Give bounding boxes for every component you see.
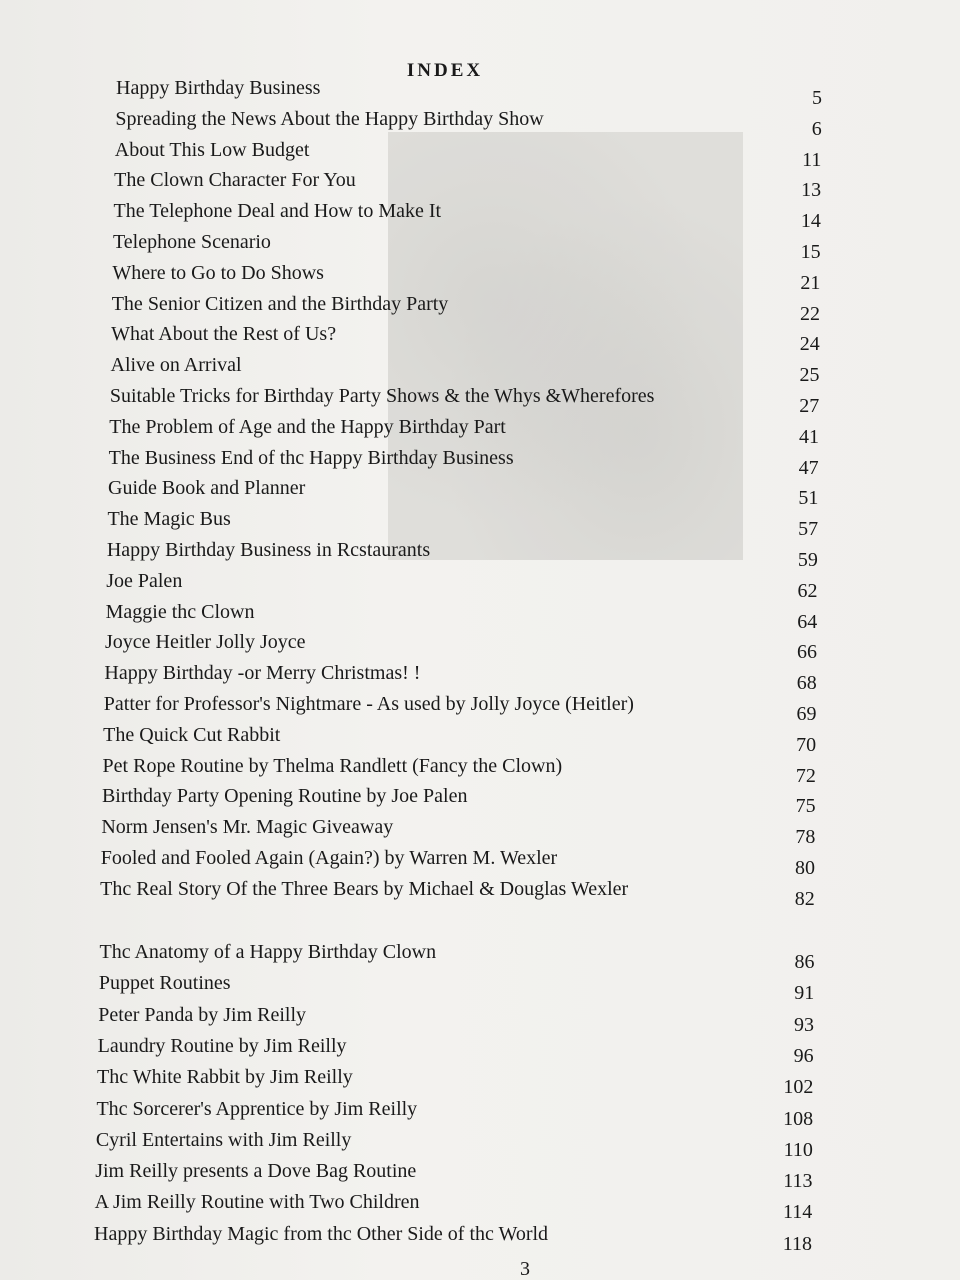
entry-page-number: 13 — [801, 179, 822, 202]
index-entry — [0, 446, 900, 479]
entry-title: Happy Birthday Magic from thc Other Side of thc World — [94, 1222, 549, 1245]
entry-title: Alive on Arrival — [110, 354, 242, 377]
entry-page-number: 51 — [798, 487, 819, 510]
index-entry — [0, 107, 900, 140]
entry-title: What About the Rest of Us? — [111, 323, 337, 346]
entry-title: Thc Anatomy of a Happy Birthday Clown — [99, 941, 437, 963]
index-entry — [0, 846, 900, 879]
entry-page-number: 66 — [797, 641, 817, 664]
entry-title: Joe Palen — [106, 569, 183, 592]
index-entry — [0, 971, 900, 1005]
index-entry — [0, 1128, 900, 1161]
entry-title: Telephone Scenario — [112, 231, 271, 253]
index-entry — [0, 692, 900, 725]
index-entry — [0, 1065, 900, 1099]
entry-page-number: 25 — [799, 364, 820, 387]
index-entry — [0, 815, 900, 849]
entry-title: The Clown Character For You — [114, 169, 356, 192]
index-entry — [0, 261, 900, 294]
index-entry — [0, 630, 900, 664]
entry-page-number: 70 — [796, 733, 817, 756]
entry-title: Spreading the News About the Happy Birthday Show — [115, 107, 544, 130]
index-entry — [0, 138, 900, 171]
entry-title: Thc White Rabbit by Jim Reilly — [97, 1066, 353, 1089]
index-entry — [0, 353, 900, 387]
entry-title: About This Low Budget — [114, 138, 310, 161]
entry-page-number: 96 — [793, 1044, 814, 1067]
entry-page-number: 80 — [795, 857, 816, 879]
index-entry — [0, 940, 900, 973]
entry-title: The Business End of thc Happy Birthday Business — [108, 446, 514, 469]
entry-title: Cyril Entertains with Jim Reilly — [95, 1128, 352, 1151]
entry-title: Happy Birthday Business — [116, 77, 321, 99]
entry-title: Joyce Heitler Jolly Joyce — [105, 631, 306, 654]
index-entry — [0, 199, 900, 233]
entry-page-number: 75 — [795, 795, 816, 818]
entry-page-number: 102 — [783, 1076, 814, 1099]
entry-title: The Problem of Age and the Happy Birthday Part — [109, 415, 506, 438]
page-number: 3 — [520, 1258, 530, 1280]
entry-page-number: 27 — [799, 395, 820, 417]
entry-page-number: 93 — [793, 1013, 814, 1036]
entry-title: A Jim Reilly Routine with Two Children — [94, 1191, 420, 1214]
index-entry — [0, 292, 900, 325]
entry-page-number: 68 — [796, 672, 817, 695]
entry-page-number: 14 — [800, 210, 821, 233]
entry-title: The Quick Cut Rabbit — [103, 723, 281, 746]
index-entry — [0, 1159, 900, 1193]
index-entry — [0, 507, 900, 541]
index-entry — [0, 476, 900, 510]
index-entry — [0, 322, 900, 356]
entry-title: Birthday Party Opening Routine by Joe Palen — [101, 785, 468, 808]
entry-page-number: 41 — [798, 425, 819, 448]
index-entry — [0, 1097, 900, 1130]
entry-page-number: 5 — [812, 87, 822, 109]
index-entry — [0, 384, 900, 417]
entry-title: Patter for Professor's Nightmare - As used by Jolly Joyce (Heitler) — [103, 693, 634, 715]
entry-title: Jim Reilly presents a Dove Bag Routine — [95, 1160, 417, 1183]
index-entry — [0, 600, 900, 633]
entry-page-number: 69 — [796, 703, 817, 725]
entry-page-number: 86 — [794, 951, 815, 973]
entry-title: Peter Panda by Jim Reilly — [98, 1003, 307, 1026]
entry-page-number: 64 — [797, 610, 818, 633]
index-entry — [0, 538, 900, 571]
entry-page-number: 22 — [800, 302, 821, 325]
entry-title: The Senior Citizen and the Birthday Party — [111, 292, 449, 315]
index-entry — [0, 569, 900, 602]
entry-title: Maggie thc Clown — [105, 600, 255, 623]
entry-page-number: 72 — [795, 764, 816, 787]
entry-title: Fooled and Fooled Again (Again?) by Warren M. Wexler — [100, 847, 558, 869]
index-entry — [0, 784, 900, 818]
entry-page-number: 114 — [783, 1201, 813, 1224]
index-entry — [0, 1034, 900, 1067]
entry-title: Puppet Routines — [98, 972, 231, 995]
index-entry — [0, 1190, 900, 1224]
index-title: INDEX — [406, 60, 484, 81]
entry-title: Thc Sorcerer's Apprentice by Jim Reilly — [96, 1097, 418, 1120]
index-entry — [0, 1003, 900, 1036]
entry-page-number: 113 — [783, 1170, 813, 1193]
entry-page-number: 47 — [798, 456, 819, 479]
entry-page-number: 24 — [799, 333, 820, 356]
entry-page-number: 62 — [797, 579, 818, 602]
index-entry — [0, 877, 900, 910]
entry-title: The Telephone Deal and How to Make It — [113, 200, 442, 223]
entry-title: Suitable Tricks for Birthday Party Shows & the Whys &Wherefores — [109, 385, 655, 407]
entry-title: Pet Rope Routine by Thelma Randlett (Fancy the Clown) — [102, 754, 563, 777]
entry-page-number: 78 — [795, 826, 816, 849]
entry-title: Thc Real Story Of the Three Bears by Michael & Douglas Wexler — [100, 877, 629, 900]
entry-title: Laundry Routine by Jim Reilly — [97, 1034, 347, 1057]
index-entry — [0, 1222, 900, 1255]
index-entry — [0, 76, 900, 109]
entry-page-number: 59 — [797, 549, 818, 571]
entry-title: Happy Birthday Business in Rcstaurants — [106, 539, 431, 561]
index-entry — [0, 230, 900, 263]
entry-page-number: 108 — [783, 1107, 814, 1130]
entry-page-number: 57 — [798, 518, 819, 541]
index-entry — [0, 168, 900, 202]
entry-title: Guide Book and Planner — [108, 477, 306, 500]
entry-title: The Magic Bus — [107, 508, 231, 531]
entry-page-number: 11 — [802, 148, 822, 171]
index-entry — [0, 723, 900, 756]
entry-page-number: 82 — [794, 887, 815, 910]
index-entry — [0, 661, 900, 695]
entry-page-number: 21 — [800, 271, 821, 294]
entry-title: Norm Jensen's Mr. Magic Giveaway — [101, 816, 394, 839]
entry-page-number: 15 — [800, 241, 821, 263]
entry-page-number: 110 — [783, 1138, 813, 1161]
entry-title: Happy Birthday -or Merry Christmas! ! — [104, 662, 421, 685]
entry-page-number: 6 — [811, 117, 822, 140]
entry-page-number: 91 — [794, 982, 815, 1005]
index-entry — [0, 754, 900, 787]
index-entry — [0, 415, 900, 448]
entry-title: Where to Go to Do Shows — [112, 261, 324, 284]
entry-page-number: 118 — [782, 1232, 812, 1255]
